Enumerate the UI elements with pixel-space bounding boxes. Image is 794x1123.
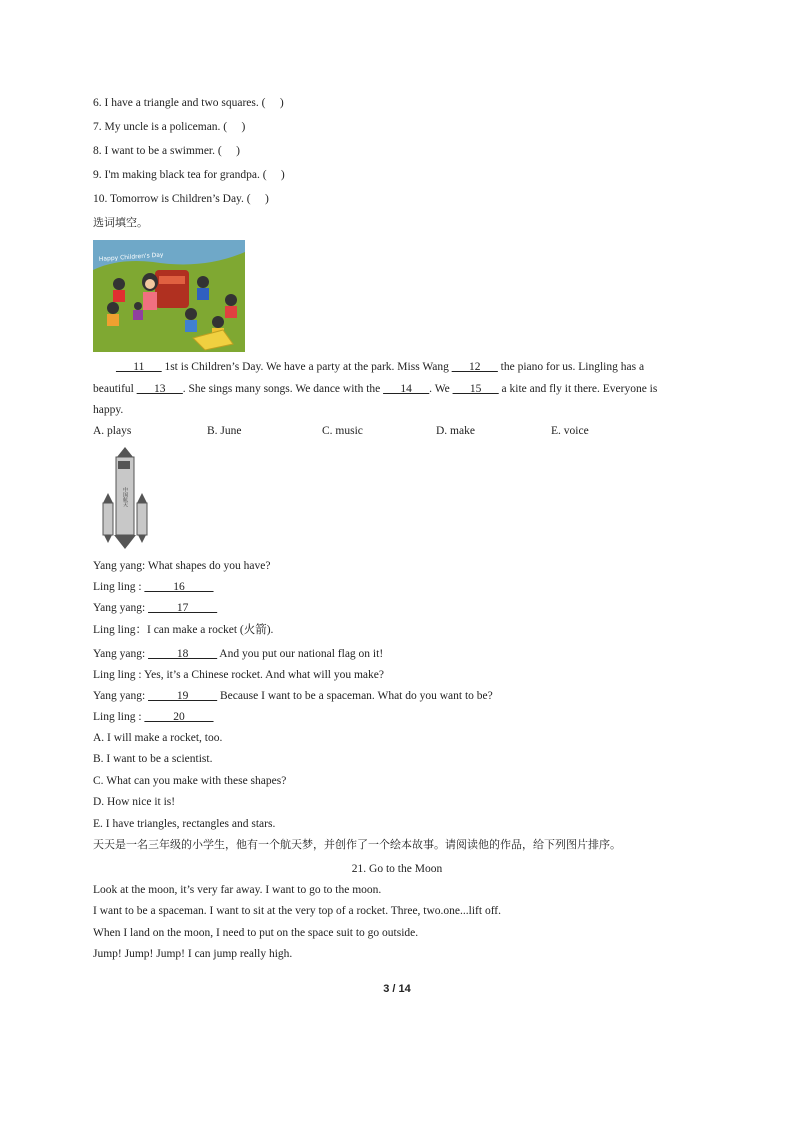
cloze-option-e: E. voice bbox=[551, 425, 589, 437]
blank-16[interactable]: _____16_____ bbox=[144, 581, 214, 593]
dialogue-speaker: Ling ling : bbox=[93, 581, 145, 593]
section-title-cloze: 选词填空。 bbox=[93, 216, 148, 229]
question-9: 9. I'm making black tea for grandpa. ( ) bbox=[93, 169, 285, 181]
dialogue-line-8 bbox=[93, 710, 213, 724]
cloze-option-a: A. plays bbox=[93, 425, 132, 437]
rocket-label: 中国航天 bbox=[122, 487, 128, 507]
dialogue-text: Because I want to be a spaceman. What do you want to be? bbox=[217, 690, 493, 702]
dialogue-line-7 bbox=[93, 689, 493, 703]
question-6: 6. I have a triangle and two squares. ( ) bbox=[93, 97, 284, 109]
dialogue-line-2 bbox=[93, 580, 213, 594]
story-title: 21. Go to the Moon bbox=[351, 863, 443, 875]
rocket-illustration bbox=[100, 447, 150, 551]
blank-20[interactable]: _____20_____ bbox=[144, 711, 214, 723]
cloze-text: . We bbox=[429, 383, 453, 395]
cloze-text: 1st is Children’s Day. We have a party at the park. Miss Wang bbox=[161, 361, 452, 373]
banner-text: Happy Children's Day bbox=[98, 251, 164, 263]
childrens-day-illustration bbox=[93, 240, 245, 352]
story-line-3: When I land on the moon, I need to put on the space suit to go outside. bbox=[93, 927, 419, 939]
page-number: 3 / 14 bbox=[383, 983, 411, 995]
cloze-text: . She sings many songs. We dance with the bbox=[182, 383, 384, 395]
story-instructions: 天天是一名三年级的小学生，他有一个航天梦，并创作了一个绘本故事。请阅读他的作品，给下列图片排序。 bbox=[93, 838, 621, 851]
cloze-text: the piano for us. Lingling has a bbox=[497, 361, 645, 373]
story-line-1: Look at the moon, it’s very far away. I want to go to the moon. bbox=[93, 884, 382, 896]
cloze-line-1 bbox=[116, 360, 644, 374]
cloze-option-d: D. make bbox=[436, 425, 475, 437]
blank-11[interactable]: ___11___ bbox=[116, 361, 162, 373]
dialogue-text: Ling ling : Yes, it’s a Chinese rocket. And what will you make? bbox=[93, 669, 384, 681]
cloze-line-2 bbox=[93, 382, 657, 396]
blank-19[interactable]: _____19_____ bbox=[148, 690, 218, 702]
blank-18[interactable]: _____18_____ bbox=[148, 648, 218, 660]
cloze-line-3: happy. bbox=[93, 404, 124, 416]
dialogue-line-5 bbox=[93, 647, 383, 661]
dialogue-speaker: Yang yang: bbox=[93, 602, 149, 614]
dialogue-line-4 bbox=[93, 623, 273, 637]
cloze-text: a kite and fly it there. Everyone is bbox=[498, 383, 658, 395]
question-10: 10. Tomorrow is Children’s Day. ( ) bbox=[93, 193, 269, 205]
question-7: 7. My uncle is a policeman. ( ) bbox=[93, 121, 246, 133]
cloze-option-c: C. music bbox=[322, 425, 363, 437]
dialogue-option-c: C. What can you make with these shapes? bbox=[93, 775, 287, 787]
cloze-text: beautiful bbox=[93, 383, 137, 395]
blank-14[interactable]: ___14___ bbox=[383, 383, 430, 395]
dialogue-text: And you put our national flag on it! bbox=[217, 648, 384, 660]
dialogue-speaker: Yang yang: bbox=[93, 648, 149, 660]
dialogue-text: Ling ling：I can make a rocket (火箭). bbox=[93, 624, 274, 636]
story-line-2: I want to be a spaceman. I want to sit at the very top of a rocket. Three, two.one...lift off. bbox=[93, 905, 502, 917]
cloze-option-b: B. June bbox=[207, 425, 242, 437]
dialogue-speaker: Ling ling : bbox=[93, 711, 145, 723]
question-8: 8. I want to be a swimmer. ( ) bbox=[93, 145, 240, 157]
blank-15[interactable]: ___15___ bbox=[452, 383, 499, 395]
story-line-4: Jump! Jump! Jump! I can jump really high. bbox=[93, 948, 293, 960]
dialogue-line-3 bbox=[93, 601, 217, 615]
blank-12[interactable]: ___12___ bbox=[451, 361, 498, 373]
dialogue-option-e: E. I have triangles, rectangles and stars. bbox=[93, 818, 276, 830]
dialogue-line-1 bbox=[93, 559, 270, 573]
blank-17[interactable]: _____17_____ bbox=[148, 602, 218, 614]
dialogue-text: Yang yang: What shapes do you have? bbox=[93, 560, 271, 572]
blank-13[interactable]: ___13___ bbox=[136, 383, 183, 395]
dialogue-option-d: D. How nice it is! bbox=[93, 796, 176, 808]
dialogue-option-a: A. I will make a rocket, too. bbox=[93, 732, 223, 744]
dialogue-option-b: B. I want to be a scientist. bbox=[93, 753, 213, 765]
dialogue-speaker: Yang yang: bbox=[93, 690, 149, 702]
dialogue-line-6 bbox=[93, 668, 384, 682]
